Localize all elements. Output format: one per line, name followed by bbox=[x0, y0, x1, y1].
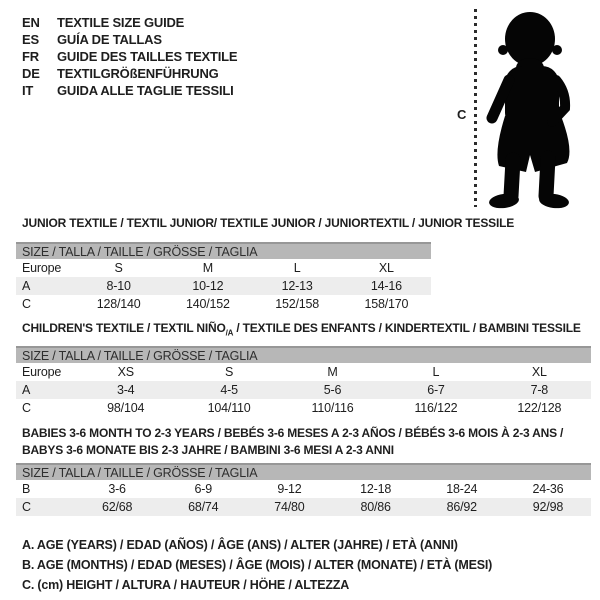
language-row-en bbox=[22, 14, 237, 31]
language-title: GUÍA DE TALLAS bbox=[57, 32, 162, 47]
table-row-europe bbox=[16, 363, 591, 381]
language-row-fr bbox=[22, 48, 237, 65]
language-row-es bbox=[22, 31, 237, 48]
language-title: TEXTILGRÖßENFÜHRUNG bbox=[57, 66, 219, 81]
row-label: Europe bbox=[22, 261, 62, 275]
section-title-line bbox=[22, 320, 581, 342]
table-cell: 18-24 bbox=[446, 482, 478, 496]
row-label: A bbox=[22, 383, 31, 397]
language-row-it bbox=[22, 82, 237, 99]
language-title: TEXTILE SIZE GUIDE bbox=[57, 15, 185, 30]
row-label: C bbox=[22, 401, 31, 415]
language-title: GUIDA ALLE TAGLIE TESSILI bbox=[57, 83, 234, 98]
language-row-de bbox=[22, 65, 237, 82]
table-children bbox=[16, 346, 591, 417]
table-row-c bbox=[16, 295, 431, 313]
table-cell: 3-4 bbox=[116, 383, 135, 397]
section-title-line bbox=[22, 215, 514, 232]
language-title: GUIDE DES TAILLES TEXTILE bbox=[57, 49, 238, 64]
table-cell: 12-13 bbox=[281, 279, 313, 293]
table-cell: 104/110 bbox=[207, 401, 251, 415]
table-cell: 5-6 bbox=[323, 383, 342, 397]
table-cell: XS bbox=[117, 365, 134, 379]
table-babies bbox=[16, 463, 591, 516]
footnote-a: A. AGE (YEARS) / EDAD (AÑOS) / ÂGE (ANS) / ALTER (JAHRE) / ETÀ (ANNI) bbox=[22, 538, 458, 552]
section-title-line bbox=[22, 425, 563, 442]
table-cell: M bbox=[202, 261, 213, 275]
language-code: EN bbox=[22, 15, 40, 30]
footnotes bbox=[22, 535, 492, 595]
title-text: CHILDREN'S TEXTILE / TEXTIL NIÑO bbox=[22, 321, 226, 335]
row-label: Europe bbox=[22, 365, 62, 379]
table-cell: 6-9 bbox=[194, 482, 212, 496]
row-label: B bbox=[22, 482, 31, 496]
table-cell: 8-10 bbox=[106, 279, 131, 293]
table-cell: 14-16 bbox=[370, 279, 402, 293]
table-cell: 9-12 bbox=[277, 482, 302, 496]
row-label: C bbox=[22, 297, 31, 311]
table-cell: 98/104 bbox=[107, 401, 145, 415]
table-cell: 3-6 bbox=[108, 482, 126, 496]
table-cell: 4-5 bbox=[220, 383, 238, 397]
table-cell: 110/116 bbox=[311, 401, 354, 415]
row-label: C bbox=[22, 500, 31, 514]
table-cell: XL bbox=[378, 261, 394, 275]
table-row-europe bbox=[16, 259, 431, 277]
table-row-c bbox=[16, 399, 591, 417]
table-cell: 158/170 bbox=[364, 297, 409, 311]
size-header-band: SIZE / TALLA / TAILLE / GRÖSSE / TAGLIA bbox=[16, 463, 591, 480]
row-label: A bbox=[22, 279, 31, 293]
title-babies-textile bbox=[22, 425, 563, 458]
size-header-band: SIZE / TALLA / TAILLE / GRÖSSE / TAGLIA bbox=[16, 346, 591, 363]
table-cell: 80/86 bbox=[360, 500, 391, 514]
table-cell: 6-7 bbox=[427, 383, 445, 397]
height-measure-dotted-line bbox=[474, 9, 477, 207]
table-cell: 24-36 bbox=[532, 482, 564, 496]
table-cell: 128/140 bbox=[96, 297, 141, 311]
table-cell: 152/158 bbox=[275, 297, 320, 311]
table-cell: 86/92 bbox=[446, 500, 477, 514]
table-cell: L bbox=[293, 261, 301, 275]
table-row-a bbox=[16, 277, 431, 295]
table-cell: S bbox=[114, 261, 123, 275]
height-measure-label: C bbox=[457, 107, 467, 122]
table-cell: M bbox=[327, 365, 338, 379]
section-title-line bbox=[22, 442, 563, 459]
title-childrens-textile bbox=[22, 320, 581, 342]
language-code: IT bbox=[22, 83, 34, 98]
table-cell: XL bbox=[531, 365, 547, 379]
baby-silhouette-image bbox=[482, 8, 582, 212]
language-code: DE bbox=[22, 66, 40, 81]
size-header-band: SIZE / TALLA / TAILLE / GRÖSSE / TAGLIA bbox=[16, 242, 431, 259]
language-code: ES bbox=[22, 32, 39, 47]
title-text: BABIES 3-6 MONTH TO 2-3 YEARS / BEBÉS 3-6 MESES A 2-3 AÑOS / BÉBÉS 3-6 MOIS À 2-3 ANS / bbox=[22, 426, 564, 440]
table-cell: 74/80 bbox=[274, 500, 305, 514]
table-cell: 122/128 bbox=[517, 401, 562, 415]
table-cell: 62/68 bbox=[101, 500, 133, 514]
table-cell: 140/152 bbox=[185, 297, 230, 311]
language-list bbox=[22, 14, 237, 99]
title-subscript: /A bbox=[225, 328, 234, 338]
table-row-a bbox=[16, 381, 591, 399]
title-junior-textile bbox=[22, 215, 514, 232]
language-code: FR bbox=[22, 49, 39, 64]
footnote-c: C. (cm) HEIGHT / ALTURA / HAUTEUR / HÖHE / ALTEZZA bbox=[22, 578, 350, 592]
title-text: / TEXTILE DES ENFANTS / KINDERTEXTIL / BAMBINI TESSILE bbox=[233, 321, 581, 335]
table-cell: 7-8 bbox=[530, 383, 549, 397]
table-cell: 68/74 bbox=[188, 500, 219, 514]
table-junior bbox=[16, 242, 431, 313]
table-row-c bbox=[16, 498, 591, 516]
table-cell: S bbox=[225, 365, 234, 379]
table-cell: 12-18 bbox=[360, 482, 392, 496]
table-cell: 116/122 bbox=[414, 401, 458, 415]
table-cell: 10-12 bbox=[192, 279, 224, 293]
table-cell: L bbox=[432, 365, 440, 379]
title-text: JUNIOR TEXTILE / TEXTIL JUNIOR/ TEXTILE JUNIOR / JUNIORTEXTIL / JUNIOR TESSILE bbox=[22, 216, 515, 230]
table-cell: 92/98 bbox=[532, 500, 564, 514]
table-row-b bbox=[16, 480, 591, 498]
footnote-b: B. AGE (MONTHS) / EDAD (MESES) / ÂGE (MOIS) / ALTER (MONATE) / ETÀ (MESI) bbox=[22, 558, 493, 572]
title-text: BABYS 3-6 MONATE BIS 2-3 JAHRE / BAMBINI 3-6 MESI A 2-3 ANNI bbox=[22, 442, 394, 457]
